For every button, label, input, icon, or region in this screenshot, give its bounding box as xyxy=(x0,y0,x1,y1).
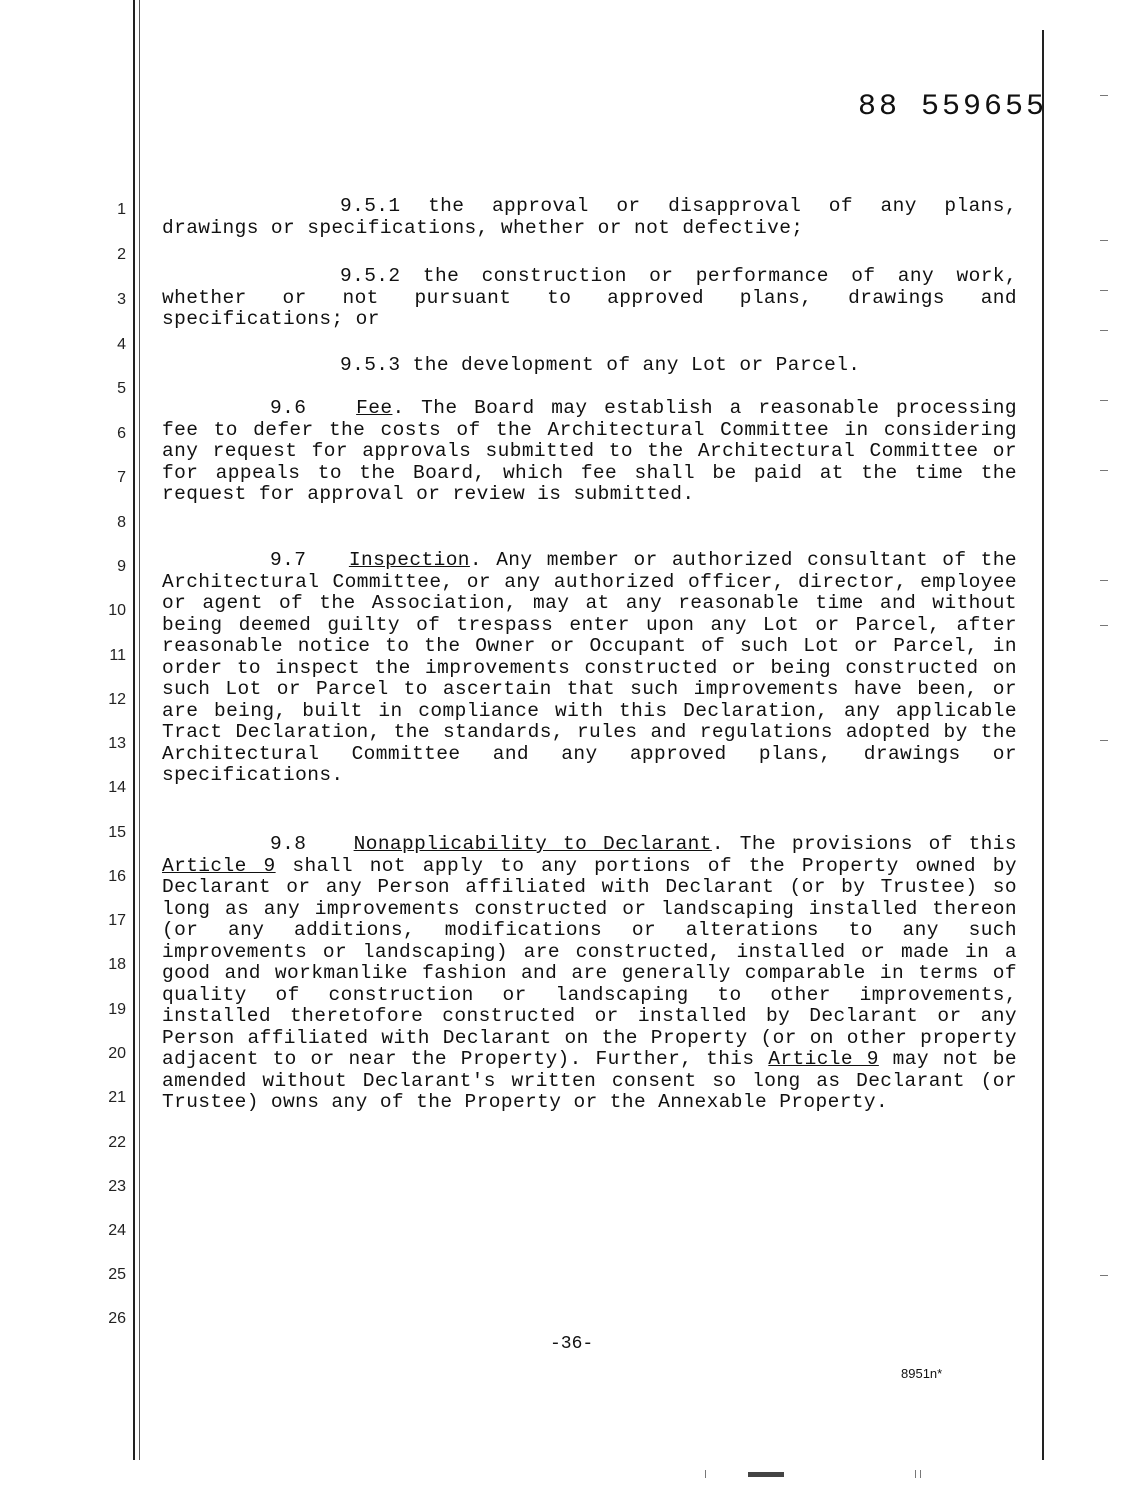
section-number: 9.5.2 xyxy=(340,265,401,287)
line-number: 4 xyxy=(117,336,126,353)
line-number: 23 xyxy=(108,1178,126,1195)
right-margin-rule xyxy=(1042,30,1044,1460)
section-9-5-1 xyxy=(162,196,1017,239)
line-number: 6 xyxy=(117,425,126,442)
line-number: 22 xyxy=(108,1134,126,1151)
section-text: The provisions of this xyxy=(739,833,1017,855)
section-9-8: 9.8 Nonapplicability to Declarant. The provisions of this Article 9 shall not apply to any portions of the Property owned by Declarant or any Person affiliated with Declarant (or by Trustee) so long as any improvements constructed or landscaping installed thereon (or any additions, modifications or alterations to any such improvements or landscaping) are constructed, installed or made in a good and workmanlike fashion and are generally comparable in terms of quality of construction or landscaping to other improvements, installed theretofore constructed or installed by Declarant or any Person affiliated with Declarant on the Property (or on other property adjacent to or near the Property). Further, this Article 9 may not be amended without Declarant's written consent so long as Declarant (or Trustee) owns any of the Property or the Annexable Property. xyxy=(162,833,1017,1113)
scan-mark xyxy=(705,1470,706,1478)
section-number: 9.6 xyxy=(270,397,307,419)
line-number: 15 xyxy=(108,824,126,841)
line-number: 12 xyxy=(108,691,126,708)
margin-mark xyxy=(1100,290,1108,291)
margin-mark xyxy=(1100,625,1108,626)
section-heading: Inspection xyxy=(348,549,470,571)
section-text: shall not apply to any portions of the Property owned by Declarant or any Person affiliated with Declarant (or by Trustee) so long as any improvements constructed or landscaping installed thereon (or any additions, modifications or alterations to any such improvements or landscaping) are constructed, installed or made in a good and workmanlike fashion and are generally comparable in terms of quality of construction or landscaping to other improvements, installed theretofore constructed or installed by Declarant or any Person affiliated with Declarant on the Property (or on other property adjacent to or near the Property). Further, this xyxy=(162,854,1017,1070)
line-number: 8 xyxy=(117,514,126,531)
article-reference: Article 9 xyxy=(162,854,276,877)
section-text: the construction or performance of any work, whether or not pursuant to approved plans, drawings and specifications; or xyxy=(162,265,1017,330)
section-9-6: 9.6 Fee. The Board may establish a reasonable processing fee to defer the costs of the Architectural Committee in considering any request for approvals submitted to the Architectural Committee or for appeals to the Board, which fee shall be paid at the time the request for approval or review is submitted. xyxy=(162,397,1017,505)
line-number: 18 xyxy=(108,956,126,973)
margin-mark xyxy=(1100,330,1108,331)
left-margin-rule-inner xyxy=(139,0,140,1460)
section-heading: Nonapplicability to Declarant xyxy=(353,833,712,855)
document-number: 88 559655 xyxy=(858,90,1048,124)
line-number: 26 xyxy=(108,1310,126,1327)
scan-mark xyxy=(920,1470,921,1478)
line-number: 11 xyxy=(109,647,126,664)
line-number: 5 xyxy=(117,380,126,397)
line-number: 9 xyxy=(117,558,126,575)
section-text: the development of any Lot or Parcel. xyxy=(412,354,861,376)
document-stamp: 8951n* xyxy=(901,1366,943,1381)
line-number: 24 xyxy=(108,1222,126,1239)
line-number: 1 xyxy=(117,201,126,218)
margin-mark xyxy=(1100,470,1108,471)
section-number: 9.5.3 xyxy=(340,354,401,376)
section-9-5-2 xyxy=(162,266,1017,331)
margin-mark xyxy=(1100,1275,1108,1276)
line-number: 21 xyxy=(108,1089,126,1106)
section-9-5-3 xyxy=(340,354,860,376)
line-number: 3 xyxy=(117,291,126,308)
section-text: The Board may establish a reasonable processing fee to defer the costs of the Architectural Committee in considering any request for approvals submitted to the Architectural Committee or for appeals to the Board, which fee shall be paid at the time the request for approval or review is submitted. xyxy=(162,397,1017,505)
left-margin-rule xyxy=(133,0,135,1460)
scan-mark xyxy=(748,1472,784,1477)
margin-mark xyxy=(1100,580,1108,581)
margin-mark xyxy=(1100,400,1108,401)
line-number: 16 xyxy=(108,868,126,885)
line-number: 25 xyxy=(108,1266,126,1283)
article-reference: Article 9 xyxy=(768,1048,879,1070)
line-number: 7 xyxy=(117,469,126,486)
section-number: 9.7 xyxy=(270,549,307,571)
line-number: 20 xyxy=(108,1045,126,1062)
line-number: 14 xyxy=(108,779,126,796)
margin-mark xyxy=(1100,740,1108,741)
line-number: 2 xyxy=(117,246,126,263)
section-number: 9.8 xyxy=(270,833,307,855)
section-heading: Fee xyxy=(356,397,393,419)
section-text: may not be amended without Declarant's written consent so long as Declarant (or Trustee) owns any of the Property or the Annexable Property. xyxy=(162,1048,1017,1113)
line-number: 13 xyxy=(108,735,126,752)
section-9-7: 9.7 Inspection. Any member or authorized consultant of the Architectural Committee, or any authorized officer, director, employee or agent of the Association, may at any reasonable time and without being deemed guilty of trespass enter upon any Lot or Parcel, after reasonable notice to the Owner or Occupant of such Lot or Parcel, in order to inspect the improvements constructed or being constructed on such Lot or Parcel to ascertain that such improvements have been, or are being, built in compliance with this Declaration, any applicable Tract Declaration, the standards, rules and regulations adopted by the Architectural Committee and any approved plans, drawings or specifications. xyxy=(162,549,1017,786)
page-number: -36- xyxy=(550,1334,594,1354)
scan-mark xyxy=(915,1470,916,1478)
section-text: the approval or disapproval of any plans, drawings or specifications, whether or not defective; xyxy=(162,195,1017,239)
section-text: Any member or authorized consultant of the Architectural Committee, or any authorized officer, director, employee or agent of the Association, may at any reasonable time and without being deemed guilty of trespass enter upon any Lot or Parcel, after reasonable notice to the Owner or Occupant of such Lot or Parcel, in order to inspect the improvements constructed or being constructed on such Lot or Parcel to ascertain that such improvements have been, or are being, built in compliance with this Declaration, any applicable Tract Declaration, the standards, rules and regulations adopted by the Architectural Committee and any approved plans, drawings or specifications. xyxy=(162,549,1017,786)
margin-mark xyxy=(1100,95,1108,96)
line-number: 19 xyxy=(108,1001,126,1018)
section-number: 9.5.1 xyxy=(340,195,401,217)
line-number: 17 xyxy=(108,912,126,929)
line-number: 10 xyxy=(108,602,126,619)
margin-mark xyxy=(1100,240,1108,241)
